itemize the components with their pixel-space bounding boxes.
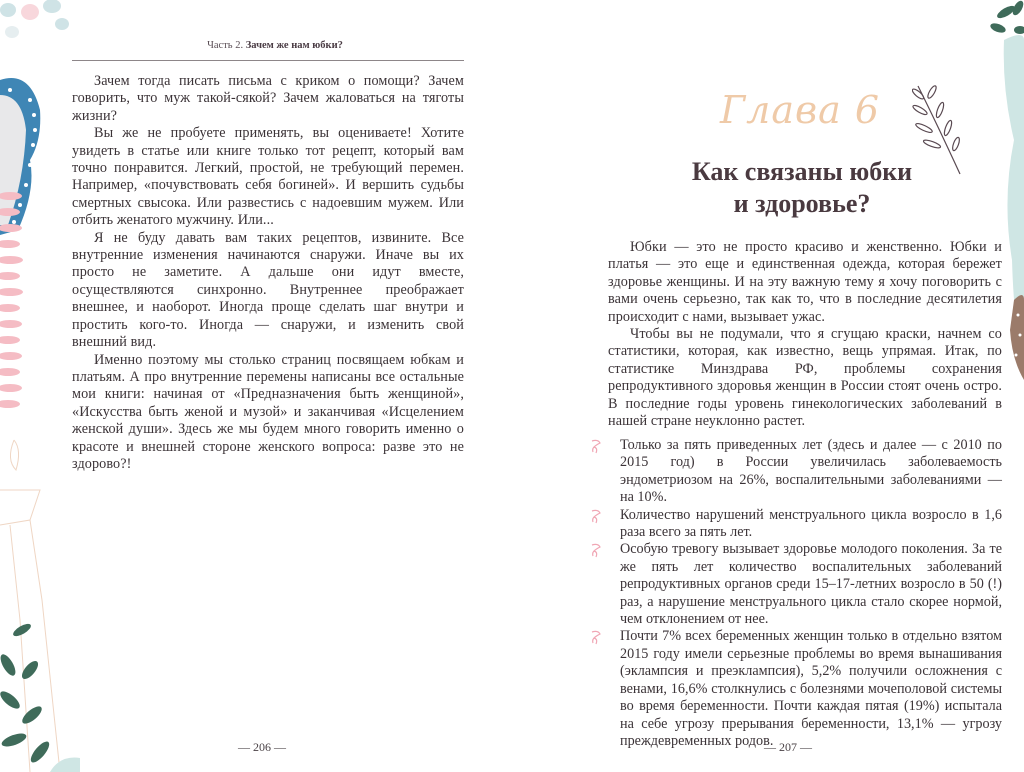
list-item-text: Только за пять приведенных лет (здесь и далее — с 2010 по 2015 год) в России увеличилась заболеваемость эндометриозом на 26%, воспалительными заболеваниями — на 10%. (620, 437, 1002, 506)
chapter-title-line-1: Как связаны юбки (691, 157, 913, 186)
paragraph: Чтобы вы не подумали, что я сгущаю краски, начнем со статистики, которая, как известно, вещь упрямая. Итак, по статистике Минздрава РФ, проблемы сохранения репродуктивного здоровья женщин в России стоят очень остро. В последние годы уровень гинекологических заболеваний в нашей стране неуклонно растет. (608, 326, 1002, 430)
running-head-title: Зачем же нам юбки? (245, 40, 343, 51)
chapter-title (652, 156, 952, 220)
page-number: — 207 — (764, 740, 812, 754)
list-item (620, 437, 1002, 507)
header-rule (72, 60, 464, 61)
left-body-text (72, 73, 464, 473)
list-item (620, 507, 1002, 542)
running-head (88, 40, 462, 51)
right-body-text (608, 239, 1002, 430)
page-number: — 206 — (238, 740, 286, 754)
floral-bullet-icon (590, 439, 604, 455)
floral-bullet-icon (590, 630, 604, 646)
running-head-part: Часть 2. (207, 40, 244, 51)
list-item (620, 541, 1002, 628)
paragraph: Зачем тогда писать письма с криком о помощи? Зачем говорить, что муж такой-сякой? Зачем жаловаться на тяготы жизни? (72, 73, 464, 124)
chapter-title-line-2: и здоровье? (733, 189, 871, 218)
paragraph: Именно поэтому мы столько страниц посвящаем юбкам и платьям. А про внутренние перемены написаны все остальные мои книги: начиная от «Предназначения быть женщиной», «Искусства быть женой и музой» и заканчивая «Исцелением женской души». Здесь же мы будем много говорить именно о красоте и внешней стороне женского вопроса: разве это не здорово?! (72, 351, 464, 472)
paragraph: Я не буду давать вам таких рецептов, извините. Все внутренние изменения начинаются снаружи. Иначе вы их просто не заметите. А дальше они идут вместе, осуществляются синхронно. Внутреннее преображает внешнее, и наоборот. Иногда проще сделать шаг внутри и простить кого-то. Иногда — снаружи, и изменить свой внешний вид. (72, 229, 464, 351)
paragraph: Юбки — это не просто красиво и женственно. Юбки и платья — это еще и единственная одежда, которая бережет здоровье женщины. И на эту важную тему я хочу поговорить с вами очень серьезно, так как то, что в последние десятилетия происходит с нами, вызывает ужас. (608, 239, 1002, 325)
list-item-text: Почти 7% всех беременных женщин только в отдельно взятом 2015 году имели серьезные проблемы во время вынашивания (эклампсия и преэклампсия), 5,2% получили осложнения с венами, 16,6% столкнулись с болезнями мочеполовой системы во время беременности. Почти каждая пятая (19%) испытала на себе угрозу прерывания беременности, 13,1% — угрозу преждевременных родов. (620, 628, 1002, 749)
right-page (512, 0, 1024, 772)
statistics-list (620, 437, 1002, 750)
list-item-text: Особую тревогу вызывает здоровье молодого поколения. За те же пять лет количество воспалительных заболеваний репродуктивных органов среди 15–17-летних возросло в 50 (!) раз, а нарушение менструального цикла стало скорее нормой, чем отклонением от нее. (620, 541, 1002, 628)
chapter-label: Глава 6 (719, 88, 881, 132)
list-item-text: Количество нарушений менструального цикла возросло в 1,6 раза всего за пять лет. (620, 506, 1002, 541)
list-item (620, 628, 1002, 750)
floral-bullet-icon (590, 543, 604, 559)
floral-bullet-icon (590, 509, 604, 525)
paragraph: Вы же не пробуете применять, вы оцениваете! Хотите увидеть в статье или книге только тот рецепт, который вам точно понравится. Легкий, простой, не требующий перемен. Например, «почувствовать себя богиней». И вершить судьбы смертных свысока. Или развестись с надоевшим мужем. Или отбить женатого мужчину. Или... (72, 125, 464, 229)
